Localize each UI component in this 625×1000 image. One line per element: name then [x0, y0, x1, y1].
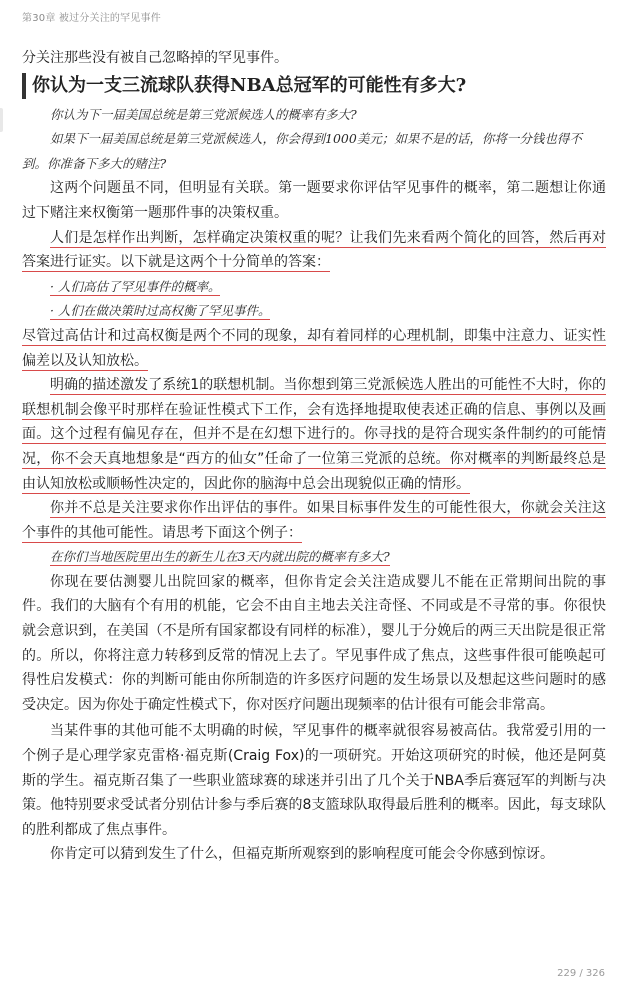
intro-line: 分关注那些没有被自己忽略掉的罕见事件。	[22, 50, 288, 66]
highlight-bullet-2[interactable]: · 人们在做决策时过高权衡了罕见事件。	[50, 303, 271, 319]
paragraph-5	[22, 496, 606, 545]
bullet-2	[22, 299, 606, 324]
paragraph-3	[22, 324, 606, 373]
page-number: 229 / 326	[557, 968, 605, 979]
section-heading: 你认为一支三流球队获得NBA总冠军的可能性有多大?	[22, 73, 606, 99]
paragraph-1: 这两个问题虽不同，但明显有关联。第一题要求你评估罕见事件的概率，第二题想让你通过下赌注来权衡第一题那件事的决策权重。	[22, 180, 606, 221]
highlight-p5[interactable]: 你并不总是关注要求你作出评估的事件。如果目标事件发生的可能性很大，你就会关注这个事件的其他可能性。请思考下面这个例子：	[22, 500, 606, 541]
question-1: 你认为下一届美国总统是第三党派候选人的概率有多大?	[50, 106, 357, 122]
page-edge-tab	[0, 108, 3, 132]
paragraph-8: 你肯定可以猜到发生了什么，但福克斯所观察到的影响程度可能会令你感到惊讶。	[50, 846, 554, 863]
highlight-bullet-1[interactable]: · 人们高估了罕见事件的概率。	[50, 278, 221, 294]
paragraph-6: 你现在要估测婴儿出院回家的概率，但你肯定会关注造成婴儿不能在正常期间出院的事件。我们的大脑有个有用的机能，它会不由自主地去关注奇怪、不同或是不寻常的事。你很快就会意识到，在美国（不是所有国家都设有同样的标准），婴儿于分娩后的两三天出院是很正常的。所以，你将注意力转移到反常的情况上去了。罕见事件成了焦点，这些事件很可能唤起可得性启发模式：你的判断可能由你所制造的许多医疗问题的发生场景以及想起这些问题时的感受决定。因为你处于确定性模式下，你对医疗问题出现频率的估计很有可能会非常高。	[22, 573, 606, 713]
reading-content	[22, 46, 606, 867]
paragraph-7: 当某件事的其他可能不太明确的时候，罕见事件的概率就很容易被高估。我常爱引用的一个例子是心理学家克雷格·福克斯(Craig Fox)的一项研究。开始这项研究的时候，他还是阿莫斯的学生。福克斯召集了一些职业篮球赛的球迷并引出了几个关于NBA季后赛冠军的判断与决策。他特别要求受试者分别估计参与季后赛的8支篮球队取得最后胜利的概率。因此，每支球队的胜利都成了焦点事件。	[22, 723, 606, 838]
paragraph-2	[22, 226, 606, 275]
highlight-p2[interactable]: 人们是怎样作出判断，怎样确定决策权重的呢？让我们先来看两个简化的回答，然后再对答案进行证实。以下就是这两个十分简单的答案：	[22, 229, 606, 271]
paragraph-4	[22, 373, 606, 496]
bullet-1	[22, 275, 606, 300]
highlight-p3[interactable]: 尽管过高估计和过高权衡是两个不同的现象，却有着同样的心理机制，即集中注意力、证实性偏差以及认知放松。	[22, 327, 606, 369]
highlight-q3[interactable]: 在你们当地医院里出生的新生儿在3天内就出院的概率有多大?	[50, 549, 390, 565]
chapter-header: 第30章 被过分关注的罕见事件	[22, 13, 161, 24]
question-3	[22, 545, 606, 570]
question-2: 如果下一届美国总统是第三党派候选人，你会得到1000美元；如果不是的话，你将一分钱也得不到。你准备下多大的赌注?	[22, 131, 582, 171]
highlight-p4[interactable]: 明确的描述激发了系统1的联想机制。当你想到第三党派候选人胜出的可能性不大时，你的联想机制会像平时那样在验证性模式下工作，会有选择地提取使表述正确的信息、事例以及画面。这个过程有偏见存在，但并不是在幻想下进行的。你寻找的是符合现实条件制约的可能情况，你不会天真地想象是“西方的仙女”任命了一位第三党派的总统。你对概率的判断最终总是由认知放松或顺畅性决定的，因此你的脑海中总会出现貌似正确的情形。	[22, 377, 606, 492]
